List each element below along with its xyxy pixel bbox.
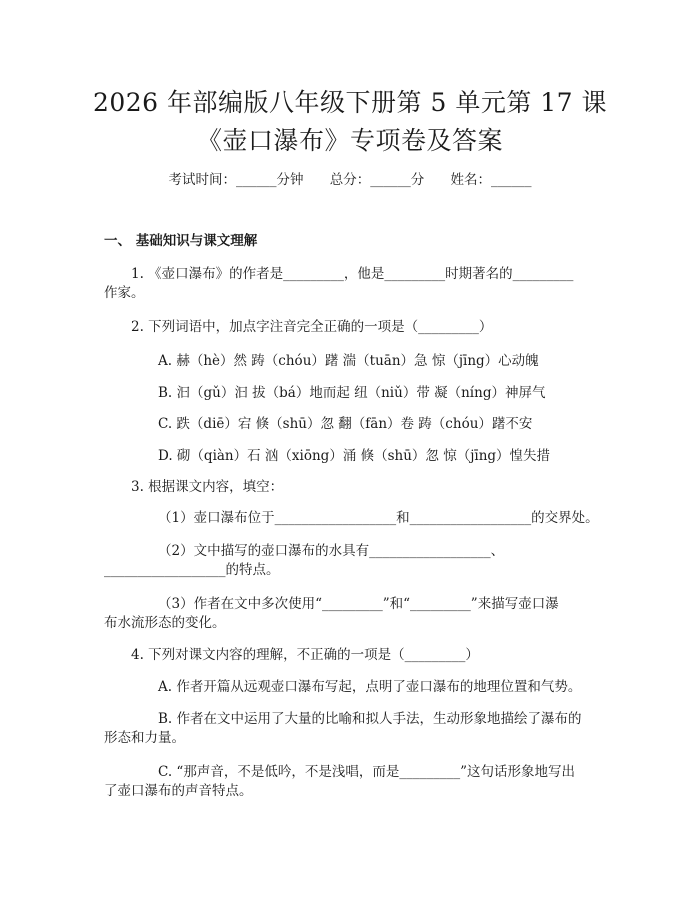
question-3-sub-3-line-1: （3）作者在文中多次使用“_________”和“_________”来描写壶口瀑 xyxy=(158,596,559,612)
question-1-line-1: 1. 《壶口瀑布》的作者是_________，他是_________时期著名的_________ xyxy=(131,266,574,282)
question-3-sub-3-line-2: 布水流形态的变化。 xyxy=(104,615,226,631)
question-2-option-c: C. 跌（diē）宕 倏（shū）忽 翻（fān）卷 踌（chóu）躇不安 xyxy=(158,416,533,432)
question-3-sub-2-line-1: （2）文中描写的壶口瀑布的水具有__________________、 xyxy=(158,543,505,559)
document-title-line-1: 2026 年部编版八年级下册第 5 单元第 17 课 xyxy=(92,88,608,117)
exam-name: 姓名：______ xyxy=(450,172,532,188)
section-heading: 一、 基础知识与课文理解 xyxy=(104,233,258,249)
question-3-sub-1: （1）壶口瀑布位于__________________和__________________的交界处。 xyxy=(158,510,599,526)
question-1-line-2: 作家。 xyxy=(104,285,145,301)
document-title-line-2: 《壶口瀑布》专项卷及答案 xyxy=(196,126,503,155)
exam-meta xyxy=(0,168,700,188)
question-2-option-a: A. 赫（hè）然 踌（chóu）躇 湍（tuān）急 惊（jīng）心动魄 xyxy=(158,353,539,369)
exam-score: 总分：______分 xyxy=(329,172,425,188)
question-2-option-d: D. 砌（qiàn）石 汹（xiōng）涌 倏（shū）忽 惊（jīng）惶失措 xyxy=(158,448,551,464)
question-2-stem: 2. 下列词语中，加点字注音完全正确的一项是（_________） xyxy=(131,319,493,335)
question-4-option-a: A. 作者开篇从远观壶口瀑布写起，点明了壶口瀑布的地理位置和气势。 xyxy=(158,679,582,695)
question-4-option-c-line-2: 了壶口瀑布的声音特点。 xyxy=(104,783,253,799)
question-4-stem: 4. 下列对课文内容的理解，不正确的一项是（_________） xyxy=(131,647,479,663)
exam-time: 考试时间：______分钟 xyxy=(168,172,304,188)
question-4-option-c-line-1: C. “那声音，不是低吟，不是浅唱，而是_________”这句话形象地写出 xyxy=(158,764,575,780)
question-3-sub-2-line-2: __________________的特点。 xyxy=(104,562,280,578)
question-3-stem: 3. 根据课文内容，填空： xyxy=(131,479,284,495)
question-4-option-b-line-1: B. 作者在文中运用了大量的比喻和拟人手法，生动形象地描绘了瀑布的 xyxy=(158,711,582,727)
question-2-option-b: B. 汩（gǔ）汩 拔（bá）地而起 纽（niǔ）带 凝（níng）神屏气 xyxy=(158,385,546,401)
question-4-option-b-line-2: 形态和力量。 xyxy=(104,730,185,746)
